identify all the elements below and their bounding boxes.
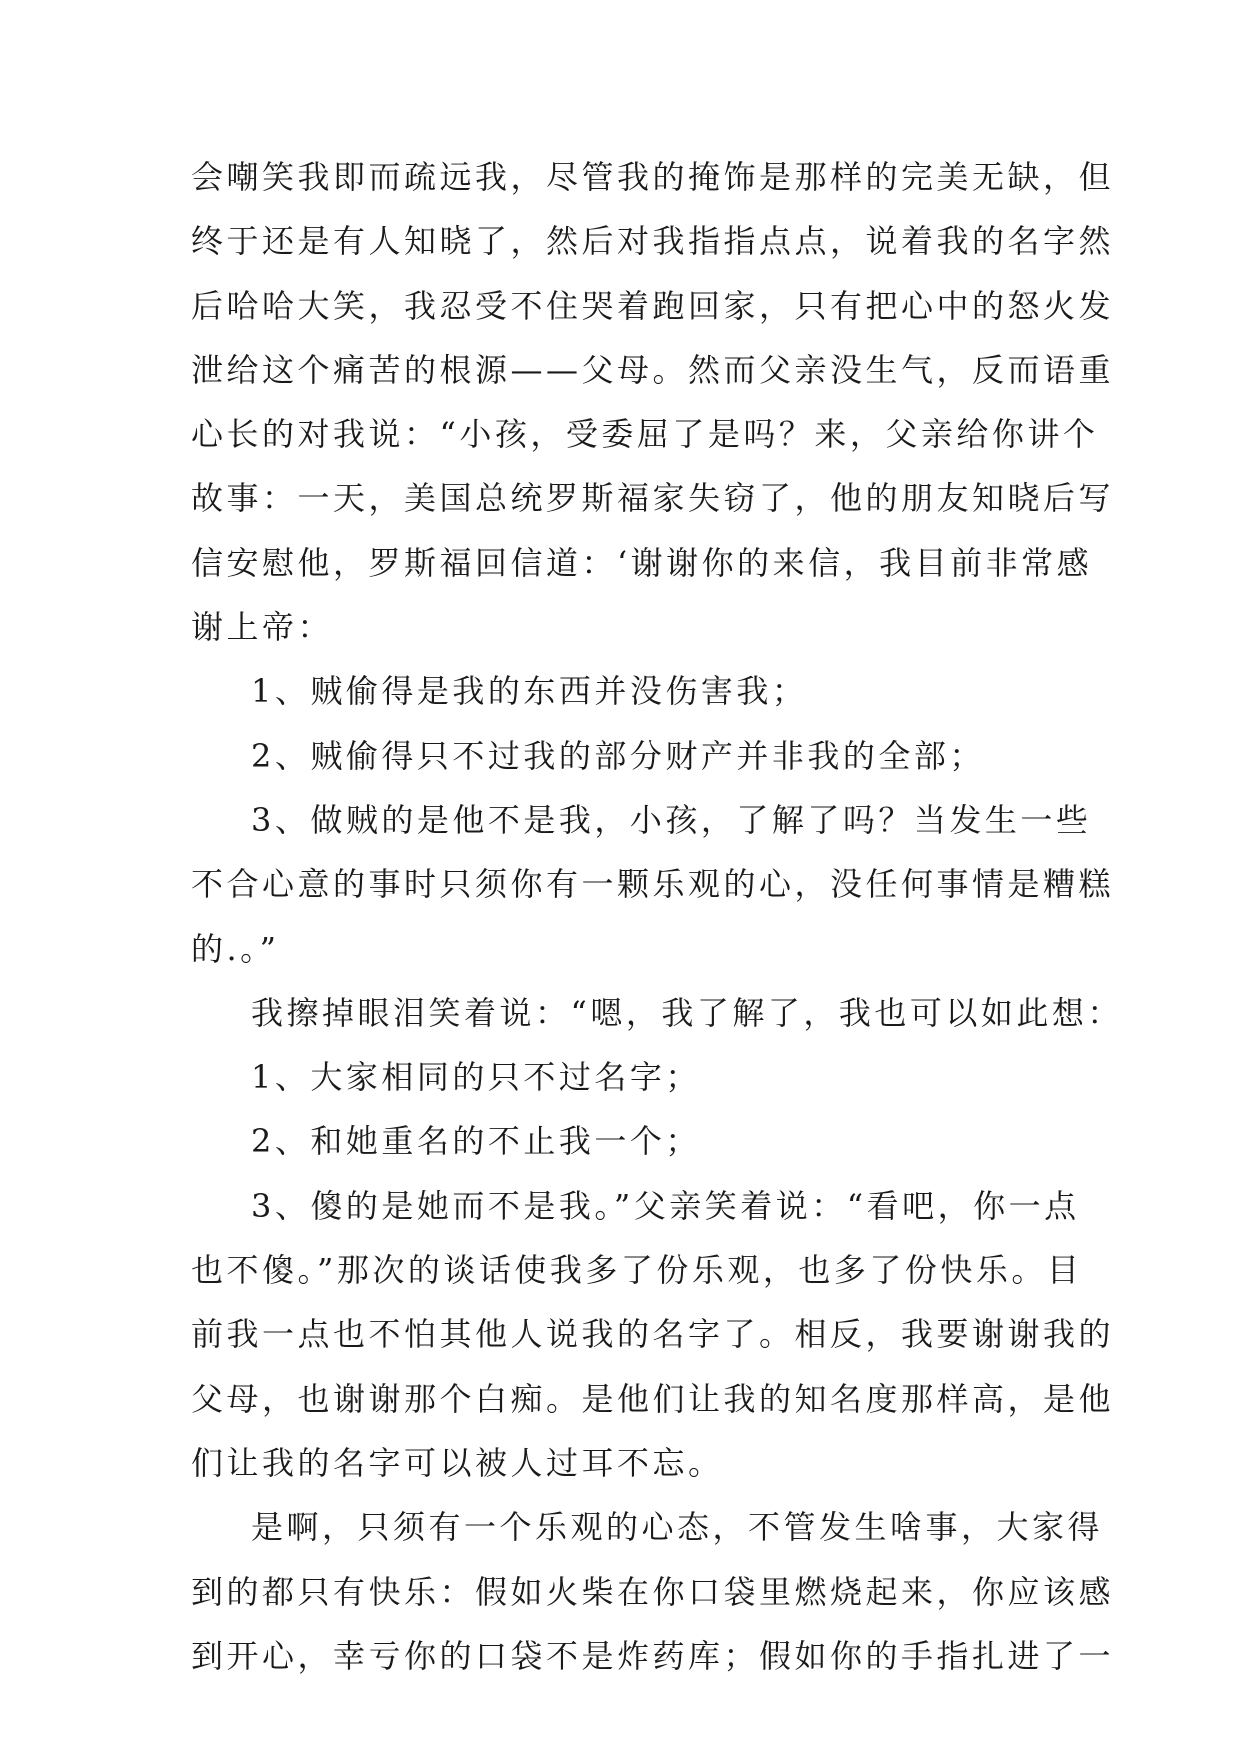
text-line: 会嘲笑我即而疏远我，尽管我的掩饰是那样的完美无缺，但 xyxy=(191,158,1115,196)
text-line: 们让我的名字可以被人过耳不忘。 xyxy=(191,1443,724,1482)
text-line: 后哈哈大笑，我忍受不住哭着跑回家，只有把心中的怒火发 xyxy=(191,286,1115,325)
list-item-line: 3、做贼的是他不是我，小孩，了解了吗？当发生一些 xyxy=(251,800,1092,839)
text-line: 的.。” xyxy=(191,929,280,968)
text-line: 到的都只有快乐：假如火柴在你口袋里燃烧起来，你应该感 xyxy=(191,1572,1115,1611)
text-line: 不合心意的事时只须你有一颗乐观的心，没任何事情是糟糕 xyxy=(191,865,1115,904)
text-line: 泄给这个痛苦的根源——父母。然而父亲没生气，反而语重 xyxy=(191,350,1115,389)
text-line: 故事：一天，美国总统罗斯福家失窃了，他的朋友知晓后写 xyxy=(191,479,1115,518)
paragraph-start-line: 是啊，只须有一个乐观的心态，不管发生啥事，大家得 xyxy=(251,1508,1104,1547)
text-line: 终于还是有人知晓了，然后对我指指点点，说着我的名字然 xyxy=(191,222,1115,261)
list-item-line: 1、大家相同的只不过名字； xyxy=(251,1058,701,1097)
text-line: 到开心，幸亏你的口袋不是炸药库；假如你的手指扎进了一 xyxy=(191,1636,1115,1675)
text-line: 谢上帝： xyxy=(191,608,334,647)
text-line: 前我一点也不怕其他人说我的名字了。相反，我要谢谢我的 xyxy=(191,1315,1115,1354)
text-line: 也不傻。”那次的谈话使我多了份乐观，也多了份快乐。目 xyxy=(191,1251,1083,1290)
text-line: 信安慰他，罗斯福回信道：‘谢谢你的来信，我目前非常感 xyxy=(191,543,1093,582)
list-item-line: 2、贼偷得只不过我的部分财产并非我的全部； xyxy=(251,736,985,775)
text-line: 父母，也谢谢那个白痴。是他们让我的知名度那样高，是他 xyxy=(191,1379,1115,1418)
text-line: 心长的对我说：“小孩，受委屈了是吗？来，父亲给你讲个 xyxy=(191,415,1099,454)
list-item-line: 3、傻的是她而不是我。”父亲笑着说：“看吧，你一点 xyxy=(251,1186,1080,1225)
list-item-line: 2、和她重名的不止我一个； xyxy=(251,1122,701,1161)
paragraph-start-line: 我擦掉眼泪笑着说：“嗯，我了解了，我也可以如此想： xyxy=(251,993,1123,1032)
document-page xyxy=(191,145,1123,1675)
list-item-line: 1、贼偷得是我的东西并没伤害我； xyxy=(251,672,808,711)
